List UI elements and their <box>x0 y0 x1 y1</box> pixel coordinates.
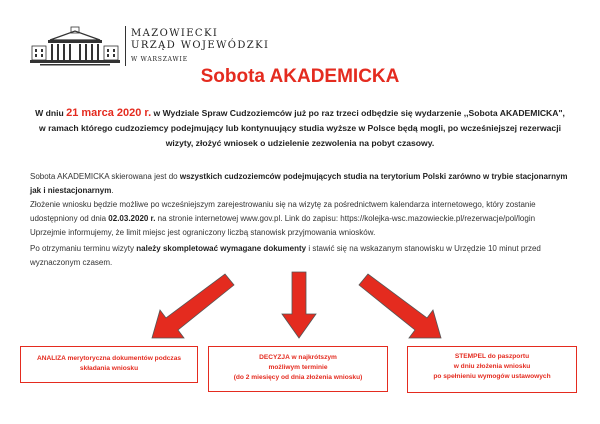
intro-text-1: W dniu <box>35 108 67 118</box>
b2-text-c: możliwym terminie <box>268 364 328 371</box>
b2-text-a: DECYZJA <box>259 354 290 361</box>
org-line-3: W WARSZAWIE <box>131 56 188 63</box>
org-line-1: MAZOWIECKI <box>131 28 219 39</box>
stamp-box <box>407 346 577 393</box>
intro-paragraph <box>30 106 570 151</box>
page-title: Sobota AKADEMICKA <box>200 66 400 87</box>
arrow-right-icon <box>359 274 441 338</box>
paragraph-registration <box>30 198 576 226</box>
building-logo-icon <box>30 26 120 66</box>
arrow-left-icon <box>152 274 234 338</box>
p1-text-bold: wszystkich cudzoziemców podejmujących studia na terytorium Polski zarówno w trybie stacjonarnym jak i niestacjonarnym <box>30 172 568 195</box>
registration-date: 02.03.2020 r. <box>108 214 156 223</box>
b3-text-d: po spełnieniu wymogów ustawowych <box>433 373 551 380</box>
p4-text-c: i stawić się na wskazanym stanowisku w Urzędzie 10 minut przed wyznaczonym czasem. <box>30 244 541 267</box>
p1-text-c: . <box>111 186 114 195</box>
decision-box <box>208 346 388 392</box>
paragraph-audience <box>30 170 576 198</box>
intro-text-2: w Wydziale Spraw Cudzoziemców już po raz trzeci odbędzie się wydarzenie ,,Sobota AKADEMICKA", <box>151 108 565 118</box>
b1-text-c: składania wniosku <box>79 365 139 372</box>
p4-text-bold: należy skompletować wymagane dokumenty <box>136 244 307 253</box>
p1-text-a: Sobota AKADEMICKA skierowana jest do <box>30 172 180 181</box>
b3-text-b: do paszportu <box>485 353 530 360</box>
paragraph-documents <box>30 242 576 270</box>
logo-divider <box>125 26 126 66</box>
organization-name <box>131 28 269 66</box>
b2-text-b: w najkrótszym <box>289 354 337 361</box>
arrow-down-icon <box>282 272 316 338</box>
b3-text-c: w dniu złożenia wniosku <box>453 363 531 370</box>
p4-text-a: Po otrzymaniu terminu wizyty <box>30 244 137 253</box>
b1-text-a: ANALIZA <box>36 355 66 362</box>
p2-text-a: Złożenie wniosku będzie możliwe po wcześniejszym zarejestrowaniu się na wizytę za pośrednictwem kalendarza internetowego, który zostanie udostępniony od dnia <box>30 200 536 223</box>
intro-line-2: w ramach którego cudzoziemcy podejmujący lub kontynuujący studia wyższe w Polsce będą mogli, po wcześniejszej rezerwacji <box>39 123 561 133</box>
event-date: 21 marca 2020 r. <box>66 107 152 119</box>
arrows-graphic <box>0 268 600 348</box>
b3-text-a: STEMPEL <box>454 353 486 360</box>
paragraph-limit: Uprzejmie informujemy, że limit miejsc jest ograniczony liczbą stanowisk przyjmowania wniosków. <box>30 228 376 237</box>
p2-text-c: na stronie internetowej www.gov.pl. Link do zapisu: https://kolejka-wsc.mazowieckie.pl/rezerwacje/pol/login <box>155 214 536 223</box>
analysis-box <box>20 346 198 383</box>
intro-line-3: wizyty, złożyć wniosek o udzielenie zezwolenia na pobyt czasowy. <box>165 138 435 148</box>
b1-text-b: merytoryczna dokumentów podczas <box>65 355 182 362</box>
org-line-2: URZĄD WOJEWÓDZKI <box>131 40 270 51</box>
b2-text-d: (do 2 miesięcy od dnia złożenia wniosku) <box>233 374 363 381</box>
